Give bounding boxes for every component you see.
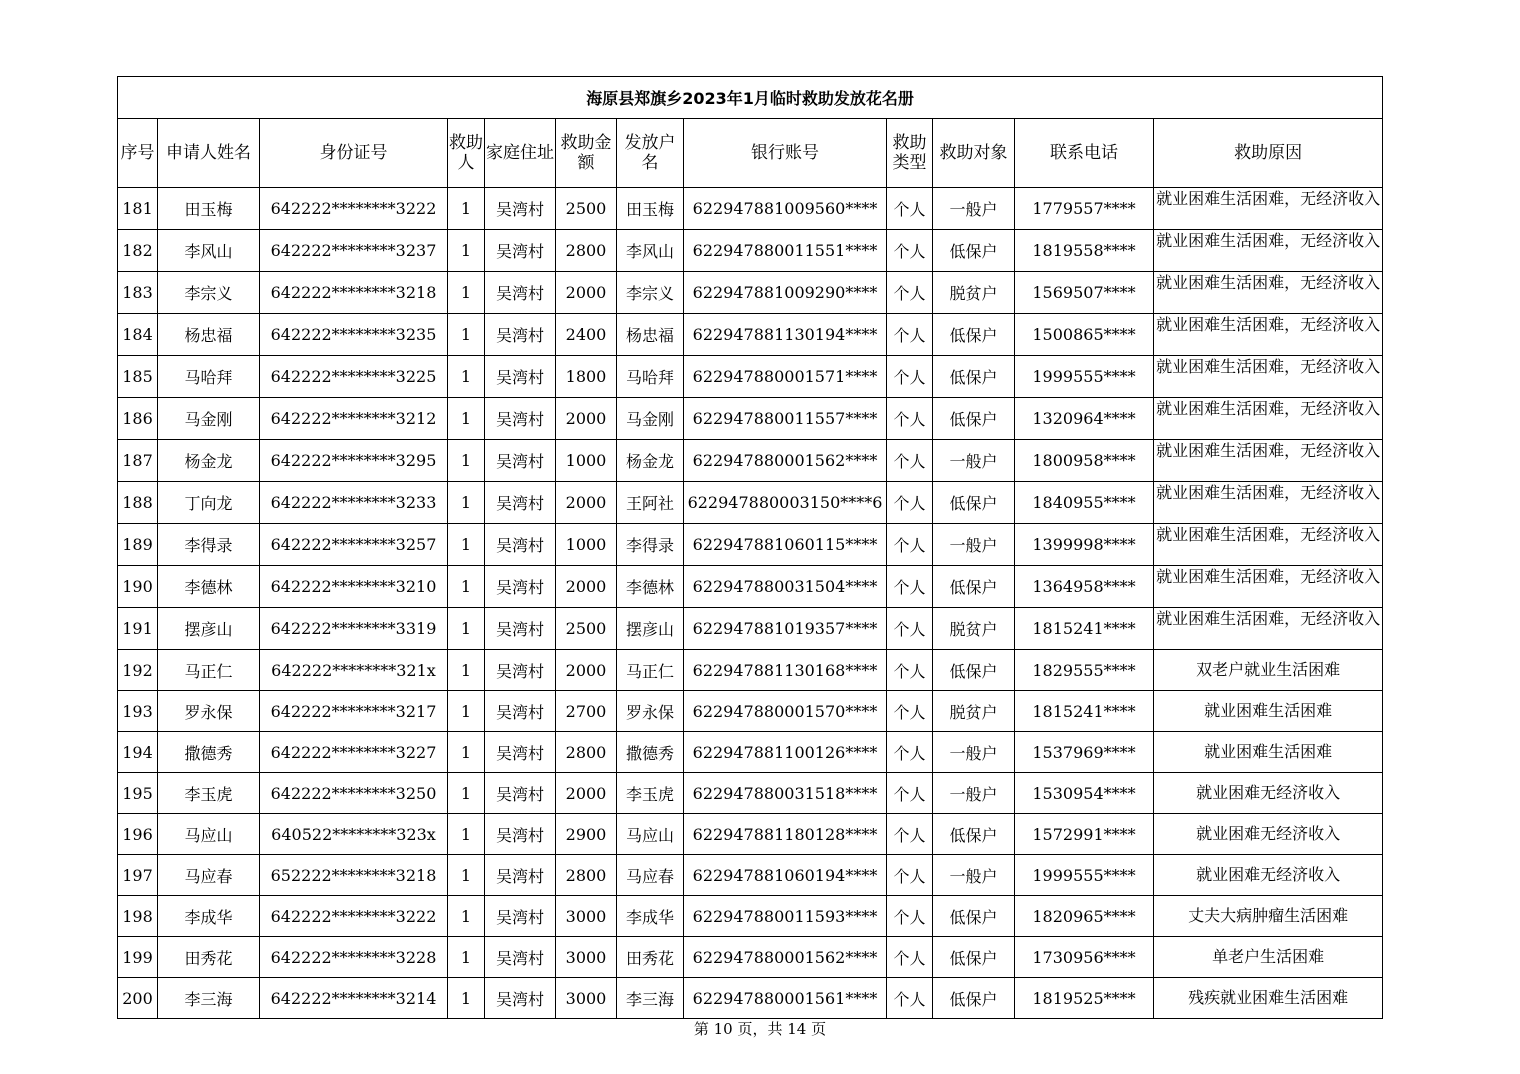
cell-type: 个人 — [887, 855, 933, 896]
cell-count: 1 — [448, 896, 485, 937]
cell-phone: 1819558**** — [1015, 230, 1154, 272]
title-row — [118, 77, 1383, 119]
cell-account: 622947880011551**** — [684, 230, 887, 272]
cell-count: 1 — [448, 230, 485, 272]
cell-address: 吴湾村 — [485, 814, 556, 855]
cell-address: 吴湾村 — [485, 691, 556, 732]
table-row — [118, 566, 1383, 608]
cell-account: 622947881180128**** — [684, 814, 887, 855]
cell-id-number: 642222********3225 — [260, 356, 448, 398]
cell-no: 195 — [118, 773, 158, 814]
cell-address: 吴湾村 — [485, 440, 556, 482]
cell-phone: 1730956**** — [1015, 937, 1154, 978]
cell-account: 622947881100126**** — [684, 732, 887, 773]
cell-reason: 单老户生活困难 — [1154, 937, 1383, 978]
table-row — [118, 937, 1383, 978]
cell-account: 622947880031518**** — [684, 773, 887, 814]
cell-amount: 2000 — [556, 650, 617, 691]
cell-payee: 李玉虎 — [617, 773, 684, 814]
cell-reason: 残疾就业困难生活困难 — [1154, 978, 1383, 1019]
cell-target: 一般户 — [933, 855, 1015, 896]
cell-name: 田玉梅 — [158, 188, 260, 230]
cell-no: 185 — [118, 356, 158, 398]
cell-account: 622947880001571**** — [684, 356, 887, 398]
cell-name: 田秀花 — [158, 937, 260, 978]
cell-target: 脱贫户 — [933, 691, 1015, 732]
cell-amount: 3000 — [556, 937, 617, 978]
cell-id-number: 640522********323x — [260, 814, 448, 855]
cell-type: 个人 — [887, 440, 933, 482]
cell-payee: 马哈拜 — [617, 356, 684, 398]
cell-type: 个人 — [887, 691, 933, 732]
cell-no: 181 — [118, 188, 158, 230]
cell-type: 个人 — [887, 188, 933, 230]
cell-payee: 杨金龙 — [617, 440, 684, 482]
cell-count: 1 — [448, 650, 485, 691]
cell-count: 1 — [448, 937, 485, 978]
cell-target: 一般户 — [933, 440, 1015, 482]
cell-count: 1 — [448, 440, 485, 482]
header-payee: 发放户名 — [617, 119, 684, 188]
cell-no: 184 — [118, 314, 158, 356]
cell-amount: 2000 — [556, 272, 617, 314]
cell-amount: 3000 — [556, 896, 617, 937]
cell-reason: 就业困难生活困难，无经济收入 — [1154, 314, 1383, 356]
cell-amount: 2000 — [556, 398, 617, 440]
cell-amount: 1800 — [556, 356, 617, 398]
cell-payee: 田秀花 — [617, 937, 684, 978]
cell-phone: 1500865**** — [1015, 314, 1154, 356]
table-row — [118, 398, 1383, 440]
cell-target: 一般户 — [933, 732, 1015, 773]
cell-address: 吴湾村 — [485, 855, 556, 896]
cell-phone: 1819525**** — [1015, 978, 1154, 1019]
cell-phone: 1320964**** — [1015, 398, 1154, 440]
cell-address: 吴湾村 — [485, 398, 556, 440]
cell-reason: 就业困难无经济收入 — [1154, 855, 1383, 896]
cell-count: 1 — [448, 855, 485, 896]
table-row — [118, 188, 1383, 230]
cell-id-number: 642222********3228 — [260, 937, 448, 978]
cell-name: 李成华 — [158, 896, 260, 937]
cell-account: 622947881060194**** — [684, 855, 887, 896]
cell-count: 1 — [448, 566, 485, 608]
cell-amount: 3000 — [556, 978, 617, 1019]
cell-count: 1 — [448, 732, 485, 773]
cell-target: 脱贫户 — [933, 272, 1015, 314]
cell-target: 脱贫户 — [933, 608, 1015, 650]
cell-payee: 撒德秀 — [617, 732, 684, 773]
header-name: 申请人姓名 — [158, 119, 260, 188]
cell-phone: 1399998**** — [1015, 524, 1154, 566]
cell-amount: 1000 — [556, 440, 617, 482]
header-no: 序号 — [118, 119, 158, 188]
cell-address: 吴湾村 — [485, 230, 556, 272]
cell-phone: 1364958**** — [1015, 566, 1154, 608]
cell-name: 马正仁 — [158, 650, 260, 691]
cell-amount: 1000 — [556, 524, 617, 566]
cell-count: 1 — [448, 482, 485, 524]
cell-no: 192 — [118, 650, 158, 691]
cell-target: 低保户 — [933, 896, 1015, 937]
cell-target: 低保户 — [933, 566, 1015, 608]
cell-no: 190 — [118, 566, 158, 608]
cell-name: 李德林 — [158, 566, 260, 608]
cell-name: 马应春 — [158, 855, 260, 896]
cell-count: 1 — [448, 272, 485, 314]
cell-type: 个人 — [887, 356, 933, 398]
cell-amount: 2800 — [556, 230, 617, 272]
cell-address: 吴湾村 — [485, 773, 556, 814]
cell-no: 198 — [118, 896, 158, 937]
cell-type: 个人 — [887, 482, 933, 524]
cell-id-number: 642222********3222 — [260, 188, 448, 230]
cell-address: 吴湾村 — [485, 937, 556, 978]
cell-target: 低保户 — [933, 230, 1015, 272]
cell-address: 吴湾村 — [485, 978, 556, 1019]
cell-type: 个人 — [887, 566, 933, 608]
cell-reason: 就业困难生活困难，无经济收入 — [1154, 524, 1383, 566]
cell-id-number: 642222********3217 — [260, 691, 448, 732]
cell-id-number: 652222********3218 — [260, 855, 448, 896]
cell-name: 马应山 — [158, 814, 260, 855]
cell-id-number: 642222********3218 — [260, 272, 448, 314]
cell-payee: 李成华 — [617, 896, 684, 937]
page-title: 海原县郑旗乡2023年1月临时救助发放花名册 — [118, 77, 1383, 119]
table-row — [118, 440, 1383, 482]
cell-account: 622947880003150****6 — [684, 482, 887, 524]
cell-account: 622947880011557**** — [684, 398, 887, 440]
cell-amount: 2000 — [556, 773, 617, 814]
cell-type: 个人 — [887, 937, 933, 978]
cell-address: 吴湾村 — [485, 896, 556, 937]
cell-count: 1 — [448, 773, 485, 814]
cell-reason: 就业困难生活困难，无经济收入 — [1154, 440, 1383, 482]
header-address: 家庭住址 — [485, 119, 556, 188]
header-amount: 救助金额 — [556, 119, 617, 188]
cell-target: 一般户 — [933, 773, 1015, 814]
cell-payee: 田玉梅 — [617, 188, 684, 230]
cell-id-number: 642222********3210 — [260, 566, 448, 608]
cell-type: 个人 — [887, 314, 933, 356]
cell-phone: 1999555**** — [1015, 855, 1154, 896]
cell-reason: 就业困难生活困难 — [1154, 732, 1383, 773]
cell-account: 622947881130168**** — [684, 650, 887, 691]
cell-no: 188 — [118, 482, 158, 524]
cell-no: 189 — [118, 524, 158, 566]
cell-amount: 2000 — [556, 482, 617, 524]
cell-payee: 李得录 — [617, 524, 684, 566]
cell-reason: 双老户就业生活困难 — [1154, 650, 1383, 691]
cell-name: 丁向龙 — [158, 482, 260, 524]
relief-roster-table — [117, 76, 1383, 1019]
cell-reason: 就业困难生活困难，无经济收入 — [1154, 566, 1383, 608]
cell-name: 杨金龙 — [158, 440, 260, 482]
cell-count: 1 — [448, 188, 485, 230]
cell-amount: 2000 — [556, 566, 617, 608]
table-row — [118, 650, 1383, 691]
cell-amount: 2400 — [556, 314, 617, 356]
cell-target: 一般户 — [933, 188, 1015, 230]
header-phone: 联系电话 — [1015, 119, 1154, 188]
cell-type: 个人 — [887, 978, 933, 1019]
cell-amount: 2900 — [556, 814, 617, 855]
table-row — [118, 814, 1383, 855]
table-row — [118, 855, 1383, 896]
cell-payee: 李德林 — [617, 566, 684, 608]
cell-reason: 就业困难生活困难，无经济收入 — [1154, 272, 1383, 314]
cell-phone: 1840955**** — [1015, 482, 1154, 524]
cell-address: 吴湾村 — [485, 188, 556, 230]
cell-no: 182 — [118, 230, 158, 272]
cell-id-number: 642222********3214 — [260, 978, 448, 1019]
cell-type: 个人 — [887, 650, 933, 691]
cell-name: 李宗义 — [158, 272, 260, 314]
cell-count: 1 — [448, 314, 485, 356]
cell-count: 1 — [448, 691, 485, 732]
header-type: 救助类型 — [887, 119, 933, 188]
cell-amount: 2500 — [556, 188, 617, 230]
table-row — [118, 272, 1383, 314]
cell-payee: 李三海 — [617, 978, 684, 1019]
cell-amount: 2800 — [556, 732, 617, 773]
cell-phone: 1530954**** — [1015, 773, 1154, 814]
cell-id-number: 642222********3250 — [260, 773, 448, 814]
cell-account: 622947881009560**** — [684, 188, 887, 230]
cell-no: 193 — [118, 691, 158, 732]
cell-name: 李得录 — [158, 524, 260, 566]
cell-type: 个人 — [887, 398, 933, 440]
cell-address: 吴湾村 — [485, 566, 556, 608]
cell-count: 1 — [448, 356, 485, 398]
table-row — [118, 482, 1383, 524]
cell-target: 一般户 — [933, 524, 1015, 566]
table-row — [118, 524, 1383, 566]
table-row — [118, 896, 1383, 937]
cell-no: 191 — [118, 608, 158, 650]
cell-account: 622947880011593**** — [684, 896, 887, 937]
cell-payee: 马金刚 — [617, 398, 684, 440]
cell-type: 个人 — [887, 608, 933, 650]
table-row — [118, 978, 1383, 1019]
cell-reason: 就业困难生活困难，无经济收入 — [1154, 188, 1383, 230]
cell-account: 622947880031504**** — [684, 566, 887, 608]
cell-payee: 摆彦山 — [617, 608, 684, 650]
cell-payee: 李宗义 — [617, 272, 684, 314]
cell-address: 吴湾村 — [485, 650, 556, 691]
cell-no: 186 — [118, 398, 158, 440]
table-row — [118, 732, 1383, 773]
cell-phone: 1820965**** — [1015, 896, 1154, 937]
cell-reason: 就业困难生活困难，无经济收入 — [1154, 398, 1383, 440]
cell-type: 个人 — [887, 524, 933, 566]
cell-id-number: 642222********3227 — [260, 732, 448, 773]
page-footer: 第 10 页，共 14 页 — [693, 1020, 827, 1038]
cell-reason: 就业困难无经济收入 — [1154, 773, 1383, 814]
cell-type: 个人 — [887, 814, 933, 855]
table-row — [118, 356, 1383, 398]
cell-account: 622947881009290**** — [684, 272, 887, 314]
cell-id-number: 642222********321x — [260, 650, 448, 691]
header-count: 救助人 — [448, 119, 485, 188]
cell-name: 李三海 — [158, 978, 260, 1019]
cell-reason: 就业困难无经济收入 — [1154, 814, 1383, 855]
cell-count: 1 — [448, 814, 485, 855]
cell-address: 吴湾村 — [485, 608, 556, 650]
header-account: 银行账号 — [684, 119, 887, 188]
header-row — [118, 119, 1383, 188]
cell-name: 马哈拜 — [158, 356, 260, 398]
cell-target: 低保户 — [933, 937, 1015, 978]
cell-id-number: 642222********3235 — [260, 314, 448, 356]
cell-target: 低保户 — [933, 650, 1015, 691]
cell-no: 183 — [118, 272, 158, 314]
cell-payee: 马应山 — [617, 814, 684, 855]
cell-address: 吴湾村 — [485, 732, 556, 773]
cell-id-number: 642222********3212 — [260, 398, 448, 440]
cell-target: 低保户 — [933, 482, 1015, 524]
cell-name: 李玉虎 — [158, 773, 260, 814]
cell-count: 1 — [448, 978, 485, 1019]
cell-name: 罗永保 — [158, 691, 260, 732]
cell-phone: 1800958**** — [1015, 440, 1154, 482]
cell-no: 199 — [118, 937, 158, 978]
table-row — [118, 314, 1383, 356]
cell-payee: 马正仁 — [617, 650, 684, 691]
table-row — [118, 230, 1383, 272]
cell-no: 187 — [118, 440, 158, 482]
cell-address: 吴湾村 — [485, 524, 556, 566]
cell-count: 1 — [448, 398, 485, 440]
cell-address: 吴湾村 — [485, 482, 556, 524]
cell-reason: 就业困难生活困难，无经济收入 — [1154, 608, 1383, 650]
cell-name: 马金刚 — [158, 398, 260, 440]
cell-target: 低保户 — [933, 398, 1015, 440]
cell-type: 个人 — [887, 732, 933, 773]
cell-type: 个人 — [887, 272, 933, 314]
cell-id-number: 642222********3233 — [260, 482, 448, 524]
cell-phone: 1829555**** — [1015, 650, 1154, 691]
cell-target: 低保户 — [933, 978, 1015, 1019]
cell-payee: 王阿社 — [617, 482, 684, 524]
cell-account: 622947881130194**** — [684, 314, 887, 356]
cell-account: 622947880001570**** — [684, 691, 887, 732]
cell-no: 200 — [118, 978, 158, 1019]
cell-phone: 1999555**** — [1015, 356, 1154, 398]
cell-phone: 1572991**** — [1015, 814, 1154, 855]
cell-account: 622947881060115**** — [684, 524, 887, 566]
cell-id-number: 642222********3295 — [260, 440, 448, 482]
cell-name: 杨忠福 — [158, 314, 260, 356]
header-reason: 救助原因 — [1154, 119, 1383, 188]
cell-reason: 就业困难生活困难，无经济收入 — [1154, 230, 1383, 272]
cell-account: 622947880001562**** — [684, 440, 887, 482]
cell-payee: 罗永保 — [617, 691, 684, 732]
cell-no: 194 — [118, 732, 158, 773]
cell-id-number: 642222********3222 — [260, 896, 448, 937]
cell-reason: 就业困难生活困难 — [1154, 691, 1383, 732]
cell-payee: 马应春 — [617, 855, 684, 896]
cell-count: 1 — [448, 524, 485, 566]
cell-no: 197 — [118, 855, 158, 896]
table-row — [118, 773, 1383, 814]
header-target: 救助对象 — [933, 119, 1015, 188]
table-row — [118, 691, 1383, 732]
cell-address: 吴湾村 — [485, 356, 556, 398]
cell-reason: 就业困难生活困难，无经济收入 — [1154, 482, 1383, 524]
table-row — [118, 608, 1383, 650]
cell-name: 摆彦山 — [158, 608, 260, 650]
cell-address: 吴湾村 — [485, 272, 556, 314]
cell-count: 1 — [448, 608, 485, 650]
cell-phone: 1815241**** — [1015, 608, 1154, 650]
cell-id-number: 642222********3237 — [260, 230, 448, 272]
cell-type: 个人 — [887, 773, 933, 814]
cell-target: 低保户 — [933, 356, 1015, 398]
cell-phone: 1537969**** — [1015, 732, 1154, 773]
header-id: 身份证号 — [260, 119, 448, 188]
cell-amount: 2700 — [556, 691, 617, 732]
cell-target: 低保户 — [933, 814, 1015, 855]
cell-id-number: 642222********3257 — [260, 524, 448, 566]
cell-amount: 2500 — [556, 608, 617, 650]
cell-type: 个人 — [887, 896, 933, 937]
cell-amount: 2800 — [556, 855, 617, 896]
cell-reason: 丈夫大病肿瘤生活困难 — [1154, 896, 1383, 937]
cell-phone: 1569507**** — [1015, 272, 1154, 314]
cell-name: 撒德秀 — [158, 732, 260, 773]
cell-reason: 就业困难生活困难，无经济收入 — [1154, 356, 1383, 398]
cell-account: 622947881019357**** — [684, 608, 887, 650]
cell-phone: 1815241**** — [1015, 691, 1154, 732]
cell-name: 李风山 — [158, 230, 260, 272]
cell-phone: 1779557**** — [1015, 188, 1154, 230]
cell-no: 196 — [118, 814, 158, 855]
cell-account: 622947880001562**** — [684, 937, 887, 978]
cell-payee: 李风山 — [617, 230, 684, 272]
cell-type: 个人 — [887, 230, 933, 272]
cell-account: 622947880001561**** — [684, 978, 887, 1019]
cell-id-number: 642222********3319 — [260, 608, 448, 650]
cell-payee: 杨忠福 — [617, 314, 684, 356]
cell-address: 吴湾村 — [485, 314, 556, 356]
cell-target: 低保户 — [933, 314, 1015, 356]
